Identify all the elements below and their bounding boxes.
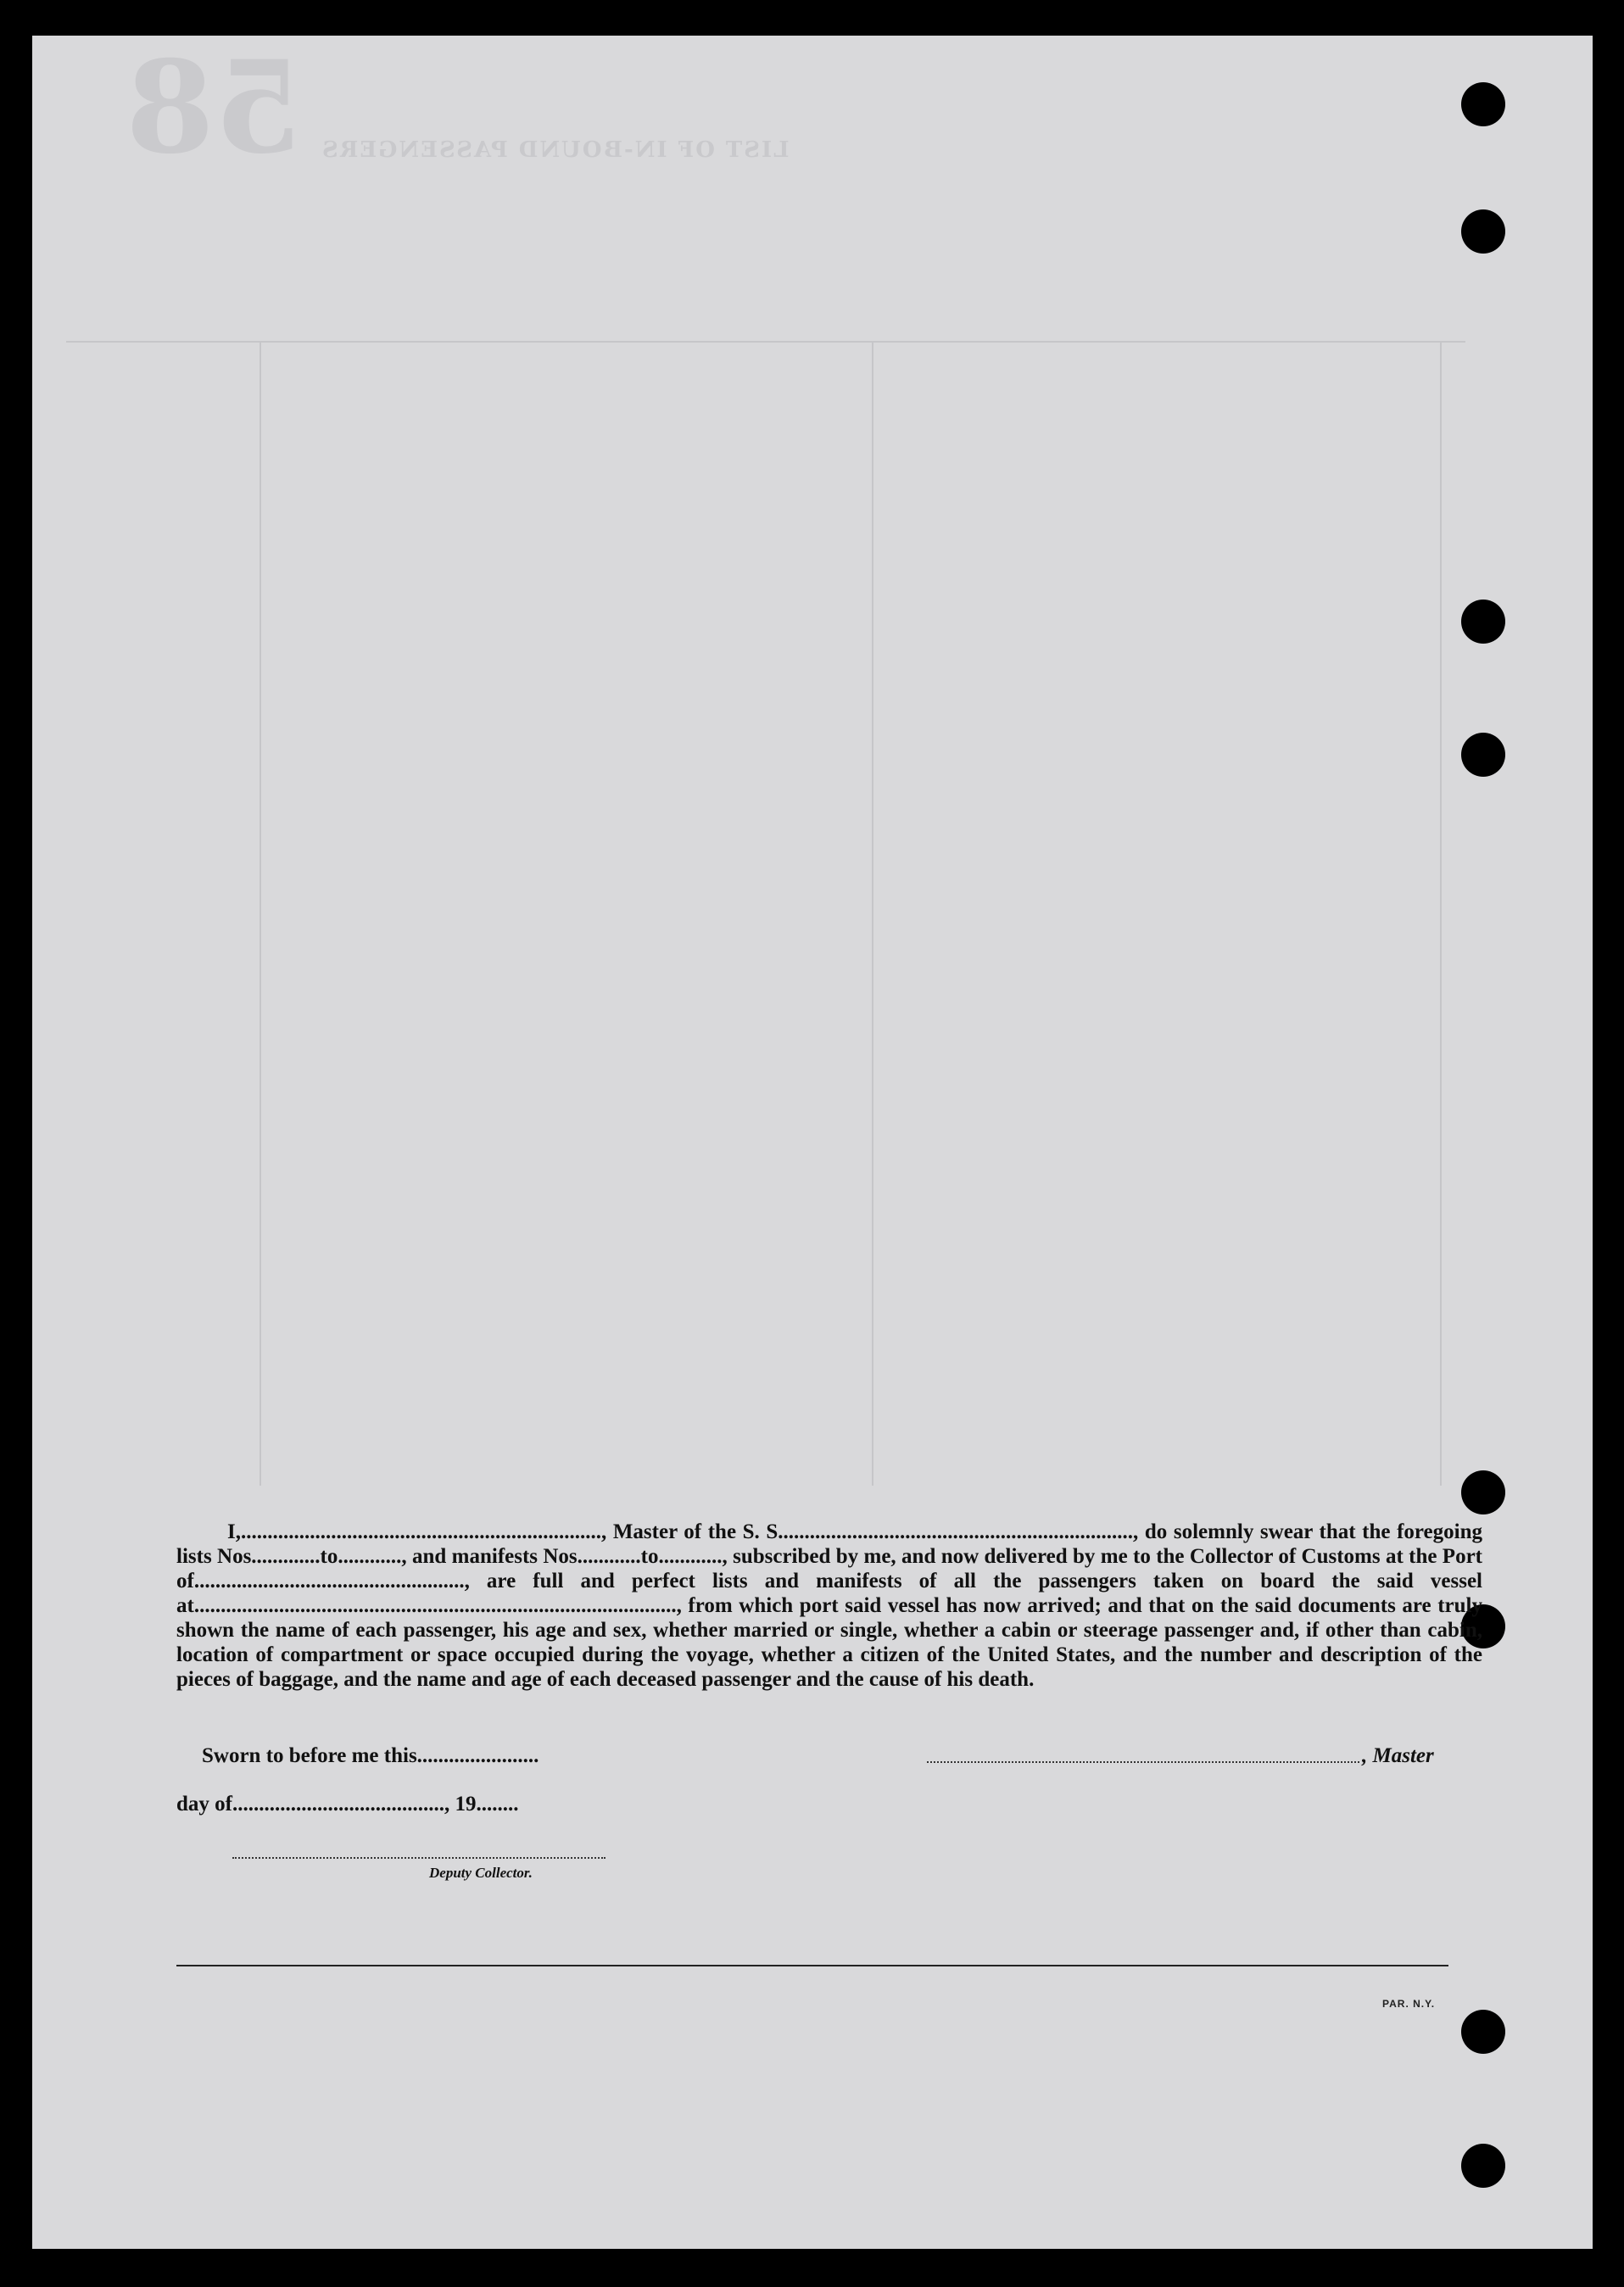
bleed-through-page-number: 58 <box>126 36 303 182</box>
document-page <box>32 36 1593 2249</box>
footer-rule <box>176 1965 1448 1966</box>
oath-text <box>176 1520 1482 1692</box>
day-line: day of........................................, 19........ <box>176 1793 519 1816</box>
bleed-through-rule <box>66 341 1465 343</box>
punch-hole <box>1461 2144 1505 2188</box>
master-signature-line <box>927 1761 1359 1763</box>
punch-hole <box>1461 209 1505 254</box>
printer-mark: PAR. N.Y. <box>1382 1998 1436 2010</box>
punch-hole <box>1461 2010 1505 2054</box>
punch-hole <box>1461 733 1505 777</box>
bleed-through-column <box>872 341 873 1486</box>
sworn-line: Sworn to before me this....................... <box>202 1744 539 1767</box>
oath-paragraph: I,...................................................................., Master of the S. S..................................................................., do solemnly swear that the foregoing lists Nos.............to............, and manifests Nos............to............, subscribed by me, and now delivered by me to the Collector of Customs at the Port of..................................................., are full and perfect lists and manifests of all the passengers taken on board the said vessel at..........................................................................................., from which port said vessel has now arrived; and that on the said documents are truly shown the name of each passenger, his age and sex, whether married or single, whether a cabin or steerage passenger and, if other than cabin, location of compartment or space occupied during the voyage, whether a citizen of the United States, and the number and description of the pieces of baggage, and the name and age of each deceased passenger and the cause of his death. <box>176 1520 1482 1691</box>
deputy-signature-line <box>232 1857 606 1859</box>
punch-hole <box>1461 82 1505 126</box>
master-label: , Master <box>1362 1744 1434 1767</box>
bleed-through-title: LIST OF IN-BOUND PASSENGERS <box>321 137 790 163</box>
bleed-through-column <box>260 341 261 1486</box>
deputy-collector-label: Deputy Collector. <box>429 1865 533 1881</box>
punch-hole <box>1461 1470 1505 1514</box>
punch-hole <box>1461 600 1505 644</box>
bleed-through-column <box>1440 341 1442 1486</box>
